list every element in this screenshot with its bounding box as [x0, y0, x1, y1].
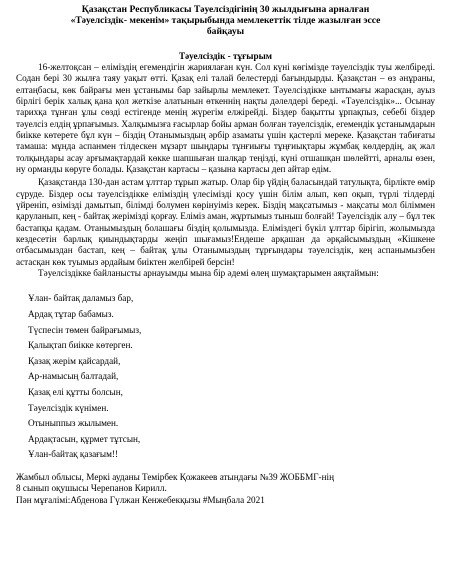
body-paragraph: Қазақстанда 130-дан астам ұлттар тұрып жатыр. Олар бір үйдің баласындай татулықта, бірлікте өмір сүруде. Біздер осы тәуелсіздікке еліміздің үлесімізді қосу үшін білім алып, көп оқып, түрлі тілдерді үйреніп, өзімізді дамытып, білімді болумен көрінуіміз керек. Біздің мақсатымыз - мақсаты мол біліммен қаруланып, кең - байтақ жерімізді қорғау. Елімiз аман, жұртымыз тыныш болғай! Тәуелсіздік алу – бұл тек бастапқы қадам. Отанымыздың болашағы біздің қолымызда. Еліміздегі бүкіл ұлттар бірігіп, жолымызда кездесетін барлық қиындықтарды жеңіп шығамыз!Ендеше арқашан да әрқайсымыздың «Кішкене отбасымыздан бастап, кең – байтақ ұлы Отанымыздың тұрғындары тәуелсіздік, кең аспанымызбен астасқан көк туымыз әрдайым биіктен желбірей берсін!: [16, 177, 435, 267]
title-line: байқауы: [206, 26, 245, 38]
poem-line: Түспесін төмен байрағымыз,: [28, 324, 142, 335]
poem-line: Қазақ жерім қайсардай,: [28, 355, 121, 366]
body-paragraph: 16-желтоқсан – еліміздің егемендігін жариялаған күн. Сол күні көгімізде тәуелсіздік туы желбіреді. Содан бері 30 жылға таяу уақыт өтті. Қазақ елі талай белестерді бағындырды. Қазақстан – өз әнұраны, елтаңбасы, көк байрағы мен ұстанымы бар зайырлы мемлекет. Тәуелсіздікке ынтымағы жарасқан, ауыз бірлігі берік халық қана қол жеткізе алатынын өткеннің нақты дәлелдері береді. «Тәуелсіздік»... Осынау тарихқа тұнған ұлы сөзді естігенде менің жүрегім елжірейді. Біздер бақытты ұрпақпыз, себебі біздер тәуелсіз елдің ұрпағымыз. Халқымызға ғасырлар бойы арман болған тәуелсіздік, егемендік ұстанымдарын биікке көтерете бұл күн – біздің Отанымыздың әрбір азаматы үшін қастерлі мереке. Қазақстан табиғаты тамаша: мұнда аспанмен тілдескен мұзарт шыңдары тұнғиығы тұңғиықтары жұмбақ көлдердің, ақ жал толқындары асау арғымақтардай көкке шапшыған шалқар теңізді, күні отшашқан шөлейтті, арналы өзен, ну орманды көруге болады. Қазақстан картасы – қазына картасы деп айтар едім.: [16, 61, 435, 175]
poem-line: Ар-намысың балтадай,: [28, 371, 119, 382]
footer-line: Пән мұғалімі:Абденова Гүлжан Кенжебекқызы #Мыңбала 2021: [16, 494, 265, 505]
footer-line: 8 сынып оқушысы Черепанов Кирилл.: [16, 483, 167, 494]
author-footer: [16, 472, 435, 506]
footer-line: Жамбыл облысы, Меркі ауданы Темірбек Қожакеев атындағы №39 ЖОББМГ-нің: [16, 472, 334, 483]
poem-line: Тәуелсіздік күнімен.: [28, 402, 109, 413]
body-paragraph: Тәуелсіздікке байланысты арнауымды мына бір әдемі өлең шумақтарымен аяқтаймын:: [38, 268, 379, 279]
poem-line: Қалықтап биікке көтерген.: [28, 340, 133, 351]
document-title: [16, 4, 435, 38]
poem-line: Отыныппыз жылымен.: [28, 418, 119, 429]
poem-block: [16, 291, 435, 463]
poem-line: Қазақ елі құтты болсын,: [28, 387, 123, 398]
title-line: «Тәуелсіздік- мекенім» тақырыбында мемлекеттік тілде жазылған эссе: [70, 15, 381, 27]
title-line: Қазақстан Республикасы Тәуелсіздігінің 30 жылдығына арналған: [81, 4, 370, 15]
poem-line: Ардақтасын, құрмет тұтсын,: [28, 433, 141, 444]
poem-line: Ұлан- байтақ даламыз бар,: [28, 293, 134, 304]
poem-line: Ардақ тұтар бабамыз.: [28, 309, 114, 320]
essay-subheading: Тәуелсіздік - тұғырым: [178, 50, 273, 61]
poem-line: Ұлан-байтақ қазағым!!: [28, 449, 119, 460]
